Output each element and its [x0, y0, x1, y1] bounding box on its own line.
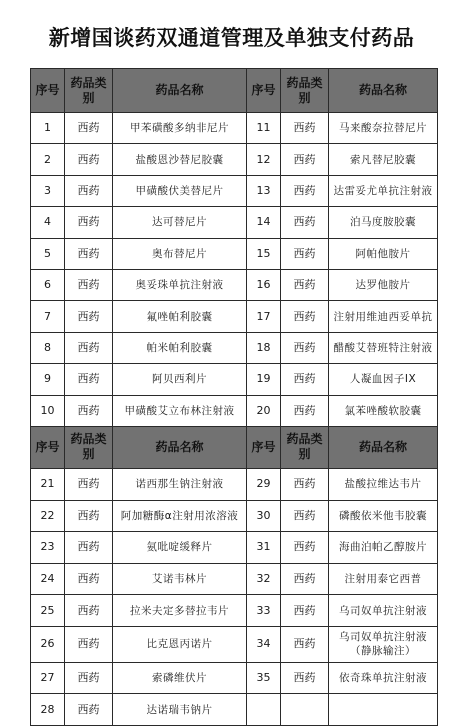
drug-category: 西药: [281, 626, 329, 662]
drug-name: 阿贝西利片: [113, 364, 247, 395]
drug-category: 西药: [65, 301, 113, 332]
drug-name: [329, 694, 438, 726]
row-number: 35: [247, 662, 281, 694]
drug-name: 阿帕他胺片: [329, 238, 438, 269]
row-number: 22: [31, 500, 65, 532]
drug-name: 阿加糖酶α注射用浓溶液: [113, 500, 247, 532]
table-row: [31, 207, 438, 238]
drug-category: 西药: [281, 207, 329, 238]
drug-category: 西药: [281, 364, 329, 395]
row-number: 33: [247, 595, 281, 627]
row-number: 23: [31, 532, 65, 564]
page-title: 新增国谈药双通道管理及单独支付药品: [48, 26, 415, 50]
drug-name: 磷酸依米他韦胶囊: [329, 500, 438, 532]
drug-category: 西药: [65, 626, 113, 662]
table-row: [31, 175, 438, 206]
table-row: [31, 500, 438, 532]
drug-category: 西药: [65, 207, 113, 238]
drug-name: 奥布替尼片: [113, 238, 247, 269]
row-number: 18: [247, 332, 281, 363]
drug-category: 西药: [65, 364, 113, 395]
row-number: 7: [31, 301, 65, 332]
row-number: 28: [31, 694, 65, 726]
drug-name: 氟唑帕利胶囊: [113, 301, 247, 332]
table-row: [31, 301, 438, 332]
row-number: 31: [247, 532, 281, 564]
row-number: 16: [247, 269, 281, 300]
drug-category: 西药: [281, 595, 329, 627]
drug-name: 甲磺酸艾立布林注射液: [113, 395, 247, 426]
drug-category: 西药: [281, 113, 329, 144]
drug-name: 泊马度胺胶囊: [329, 207, 438, 238]
drug-category: 西药: [65, 238, 113, 269]
drug-category: 西药: [65, 468, 113, 500]
row-number: 19: [247, 364, 281, 395]
row-number: 5: [31, 238, 65, 269]
header-no-right: 序号: [247, 426, 281, 468]
drug-name: 甲苯磺酸多纳非尼片: [113, 113, 247, 144]
drug-name: 依奇珠单抗注射液: [329, 662, 438, 694]
drug-name: 达诺瑞韦钠片: [113, 694, 247, 726]
drug-category: 西药: [65, 563, 113, 595]
drug-category: 西药: [281, 144, 329, 175]
drug-name: 乌司奴单抗注射液: [329, 595, 438, 627]
drug-category: 西药: [281, 662, 329, 694]
drug-category: 西药: [281, 563, 329, 595]
table-row: [31, 144, 438, 175]
header-category-left: 药品类别: [65, 426, 113, 468]
table-row: [31, 662, 438, 694]
row-number: 30: [247, 500, 281, 532]
drug-category: 西药: [65, 144, 113, 175]
row-number: 17: [247, 301, 281, 332]
row-number: 3: [31, 175, 65, 206]
drug-name: 诺西那生钠注射液: [113, 468, 247, 500]
table-row: [31, 532, 438, 564]
drug-name: 奥妥珠单抗注射液: [113, 269, 247, 300]
drug-name: 注射用维迪西妥单抗: [329, 301, 438, 332]
drug-name: 马来酸奈拉替尼片: [329, 113, 438, 144]
table-row: [31, 113, 438, 144]
row-number: 32: [247, 563, 281, 595]
drug-name: 海曲泊帕乙醇胺片: [329, 532, 438, 564]
drug-category: 西药: [281, 395, 329, 426]
header-name-left: 药品名称: [113, 426, 247, 468]
header-category-right: 药品类别: [281, 426, 329, 468]
drug-name: 索磷维伏片: [113, 662, 247, 694]
drug-name: 乌司奴单抗注射液（静脉输注）: [329, 626, 438, 662]
drug-category: 西药: [65, 662, 113, 694]
drug-name: 注射用泰它西普: [329, 563, 438, 595]
drug-category: [281, 694, 329, 726]
drug-category: 西药: [281, 332, 329, 363]
drug-category: 西药: [65, 332, 113, 363]
header-no-left: 序号: [31, 69, 65, 113]
row-number: 25: [31, 595, 65, 627]
drug-name: 氯苯唑酸软胶囊: [329, 395, 438, 426]
row-number: 12: [247, 144, 281, 175]
table-row: [31, 563, 438, 595]
table-row: [31, 364, 438, 395]
drug-category: 西药: [65, 532, 113, 564]
table-row: [31, 269, 438, 300]
row-number: 4: [31, 207, 65, 238]
drug-name: 达雷妥尤单抗注射液: [329, 175, 438, 206]
row-number: 15: [247, 238, 281, 269]
drug-category: 西药: [281, 238, 329, 269]
header-category-right: 药品类别: [281, 69, 329, 113]
row-number: 27: [31, 662, 65, 694]
drug-category: 西药: [65, 595, 113, 627]
row-number: 9: [31, 364, 65, 395]
drug-table: [30, 68, 438, 726]
drug-name: 索凡替尼胶囊: [329, 144, 438, 175]
drug-name: 艾诺韦林片: [113, 563, 247, 595]
drug-name: 达罗他胺片: [329, 269, 438, 300]
drug-category: 西药: [281, 269, 329, 300]
header-no-left: 序号: [31, 426, 65, 468]
drug-category: 西药: [65, 113, 113, 144]
drug-name: 氨吡啶缓释片: [113, 532, 247, 564]
row-number: 29: [247, 468, 281, 500]
row-number: 6: [31, 269, 65, 300]
drug-name: 比克恩丙诺片: [113, 626, 247, 662]
row-number: 20: [247, 395, 281, 426]
table-header-row: [31, 426, 438, 468]
drug-category: 西药: [281, 500, 329, 532]
drug-category: 西药: [281, 175, 329, 206]
drug-category: 西药: [65, 175, 113, 206]
row-number: 8: [31, 332, 65, 363]
row-number: 13: [247, 175, 281, 206]
row-number: [247, 694, 281, 726]
header-name-left: 药品名称: [113, 69, 247, 113]
table-row: [31, 332, 438, 363]
drug-category: 西药: [65, 395, 113, 426]
table-header-row: [31, 69, 438, 113]
drug-name: 甲磺酸伏美替尼片: [113, 175, 247, 206]
table-row: [31, 694, 438, 726]
drug-category: 西药: [65, 269, 113, 300]
header-no-right: 序号: [247, 69, 281, 113]
header-name-right: 药品名称: [329, 426, 438, 468]
drug-name: 拉米夫定多替拉韦片: [113, 595, 247, 627]
table-row: [31, 395, 438, 426]
row-number: 26: [31, 626, 65, 662]
header-category-left: 药品类别: [65, 69, 113, 113]
drug-category: 西药: [65, 694, 113, 726]
table-row: [31, 238, 438, 269]
table-row: [31, 626, 438, 662]
row-number: 34: [247, 626, 281, 662]
drug-name: 人凝血因子IX: [329, 364, 438, 395]
drug-name: 帕米帕利胶囊: [113, 332, 247, 363]
row-number: 14: [247, 207, 281, 238]
drug-category: 西药: [65, 500, 113, 532]
row-number: 10: [31, 395, 65, 426]
table-row: [31, 595, 438, 627]
row-number: 1: [31, 113, 65, 144]
drug-name: 盐酸拉维达韦片: [329, 468, 438, 500]
drug-name: 达可替尼片: [113, 207, 247, 238]
row-number: 21: [31, 468, 65, 500]
row-number: 2: [31, 144, 65, 175]
row-number: 24: [31, 563, 65, 595]
drug-category: 西药: [281, 468, 329, 500]
header-name-right: 药品名称: [329, 69, 438, 113]
drug-name: 醋酸艾替班特注射液: [329, 332, 438, 363]
drug-category: 西药: [281, 532, 329, 564]
drug-name: 盐酸恩沙替尼胶囊: [113, 144, 247, 175]
drug-category: 西药: [281, 301, 329, 332]
row-number: 11: [247, 113, 281, 144]
table-row: [31, 468, 438, 500]
